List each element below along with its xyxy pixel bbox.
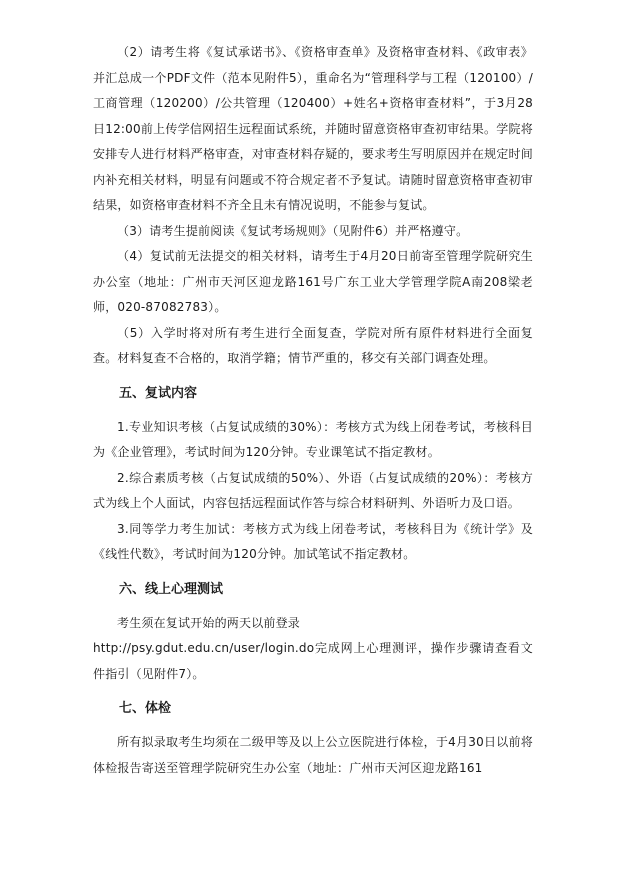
retest-item-comprehensive: 2.综合素质考核（占复试成绩的50%）、外语（占复试成绩的20%）：考核方式为线上个人面试，内容包括远程面试作答与综合材料研判、外语听力及口语。 (93, 470, 533, 510)
document-body (93, 40, 533, 781)
psych-test-link-text: http://psy.gdut.edu.cn/user/login.do完成网上心理测评，操作步骤请查看文件指引（见附件7）。 (93, 641, 533, 681)
retest-item-equivalent: 3.同等学力考生加试：考核方式为线上闭卷考试，考核科目为《统计学》及《线性代数》，考试时间为120分钟。加试笔试不指定教材。 (93, 521, 533, 561)
paragraph-mail-materials: （4）复试前无法提交的相关材料，请考生于4月20日前寄至管理学院研究生办公室（地址：广州市天河区迎龙路161号广东工业大学管理学院A南208梁老师，020-87082783）。 (93, 249, 533, 314)
paragraph-enrollment-review: （5）入学时将对所有考生进行全面复查，学院对所有原件材料进行全面复查。材料复查不合格的，取消学籍；情节严重的，移交有关部门调查处理。 (93, 325, 533, 365)
section-heading-medical-exam: 七、体检 (119, 701, 172, 716)
paragraph-exam-rules: （3）请考生提前阅读《复试考场规则》（见附件6）并严格遵守。 (117, 223, 469, 238)
retest-item-professional: 1.专业知识考核（占复试成绩的30%）：考核方式为线上闭卷考试，考核科目为《企业管理》，考试时间为120分钟。专业课笔试不指定教材。 (93, 419, 533, 459)
section-heading-psych-test: 六、线上心理测试 (119, 581, 224, 597)
psych-test-instruction: 考生须在复试开始的两天以前登录 (117, 615, 301, 630)
medical-exam-text: 所有拟录取考生均须在二级甲等及以上公立医院进行体检，于4月30日以前将体检报告寄送至管理学院研究生办公室（地址：广州市天河区迎龙路161 (93, 735, 533, 775)
section-heading-retest-content: 五、复试内容 (119, 385, 198, 401)
paragraph-materials-upload: （2）请考生将《复试承诺书》、《资格审查单》及资格审查材料、《政审表》并汇总成一个PDF文件（范本见附件5），重命名为“管理科学与工程（120100）/工商管理（120200）/公共管理（120400）+姓名+资格审查材料”，于3月28日12:00前上传学信网招生远程面试系统，并随时留意资格审查初审结果。学院将安排专人进行材料严格审查，对审查材料存疑的，要求考生写明原因并在规定时间内补充相关材料，明显有问题或不符合规定者不予复试。请随时留意资格审查初审结果，如资格审查材料不齐全且未有情况说明，不能参与复试。 (93, 45, 533, 212)
